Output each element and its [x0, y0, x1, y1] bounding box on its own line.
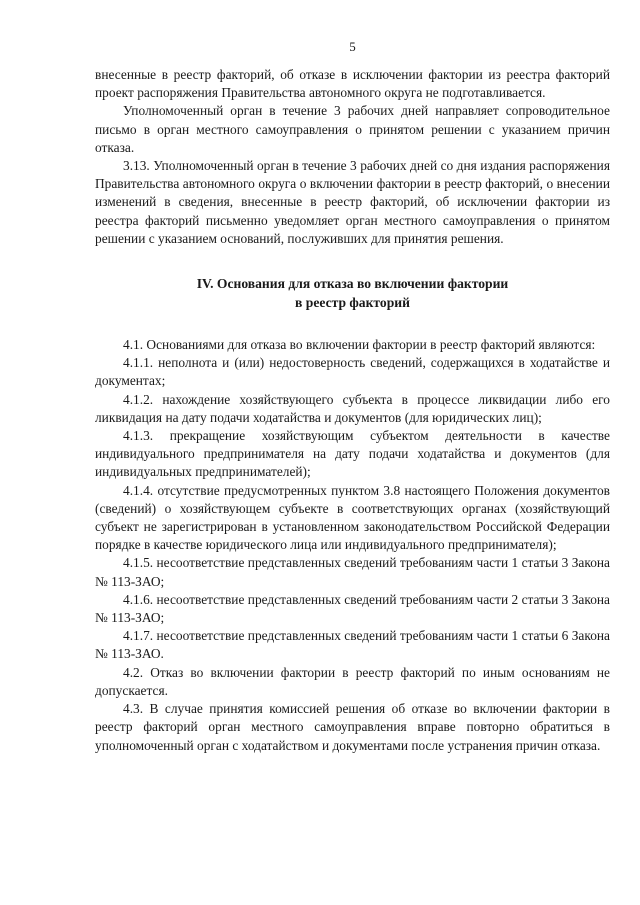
page-number: 5 [349, 39, 356, 54]
paragraph-4-1-4: 4.1.4. отсутствие предусмотренных пунктом 3.8 настоящего Положения документов (сведений) о хозяйствующем субъекте в соответствующих органах (хозяйствующий субъект не зарегистрирован в установленном законодательством Российской Федерации порядке в качестве юридического лица или индивидуального предпринимателя); [95, 482, 610, 553]
paragraph-notification: Уполномоченный орган в течение 3 рабочих дней направляет сопроводительное письмо в орган местного самоуправления о принятом решении с указанием причин отказа. [95, 103, 610, 155]
paragraph-4-1-3: 4.1.3. прекращение хозяйствующим субъектом деятельности в качестве индивидуального предпринимателя на дату подачи ходатайства и документов (для индивидуальных предпринимателей); [95, 428, 610, 480]
section-heading [95, 274, 610, 312]
paragraph-continued: внесенные в реестр факторий, об отказе в исключении фактории из реестра факторий проект распоряжения Правительства автономного округа не подготавливается. [95, 67, 610, 101]
paragraph-4-2: 4.2. Отказ во включении фактории в реестр факторий по иным основаниям не допускается. [95, 664, 610, 698]
paragraph-4-1-6: 4.1.6. несоответствие представленных сведений требованиям части 2 статьи 3 Закона № 113-ЗАО; [95, 591, 610, 626]
section-heading-line2: в реестр факторий [295, 295, 410, 311]
paragraph-4-3: 4.3. В случае принятия комиссией решения об отказе во включении фактории в реестр факторий орган местного самоуправления вправе повторно обратиться в уполномоченный орган с ходатайством и документами после устранения причин отказа. [95, 701, 610, 753]
paragraph-4-1-7: 4.1.7. несоответствие представленных сведений требованиям части 1 статьи 6 Закона № 113-ЗАО. [95, 628, 610, 662]
section-heading-line1: IV. Основания для отказа во включении фактории [196, 276, 509, 292]
paragraph-4-1-1: 4.1.1. неполнота и (или) недостоверность сведений, содержащихся в ходатайстве и документах; [95, 355, 610, 389]
paragraph-4-1-5: 4.1.5. несоответствие представленных сведений требованиям части 1 статьи 3 Закона № 113-ЗАО; [95, 555, 610, 589]
document-page [95, 38, 610, 755]
paragraph-3-13: 3.13. Уполномоченный орган в течение 3 рабочих дней со дня издания распоряжения Правительства автономного округа о включении фактории в реестр факторий, о внесении изменений в сведения, внесенные в реестр факторий, об исключении фактории из реестра факторий письменно уведомляет орган местного самоуправления о принятом решении с указанием оснований, послуживших для принятия решения. [95, 158, 610, 246]
paragraph-4-1-2: 4.1.2. нахождение хозяйствующего субъекта в процессе ликвидации либо его ликвидация на дату подачи ходатайства и документов (для юридических лиц); [95, 391, 610, 425]
paragraph-4-1: 4.1. Основаниями для отказа во включении фактории в реестр факторий являются: [123, 337, 596, 353]
